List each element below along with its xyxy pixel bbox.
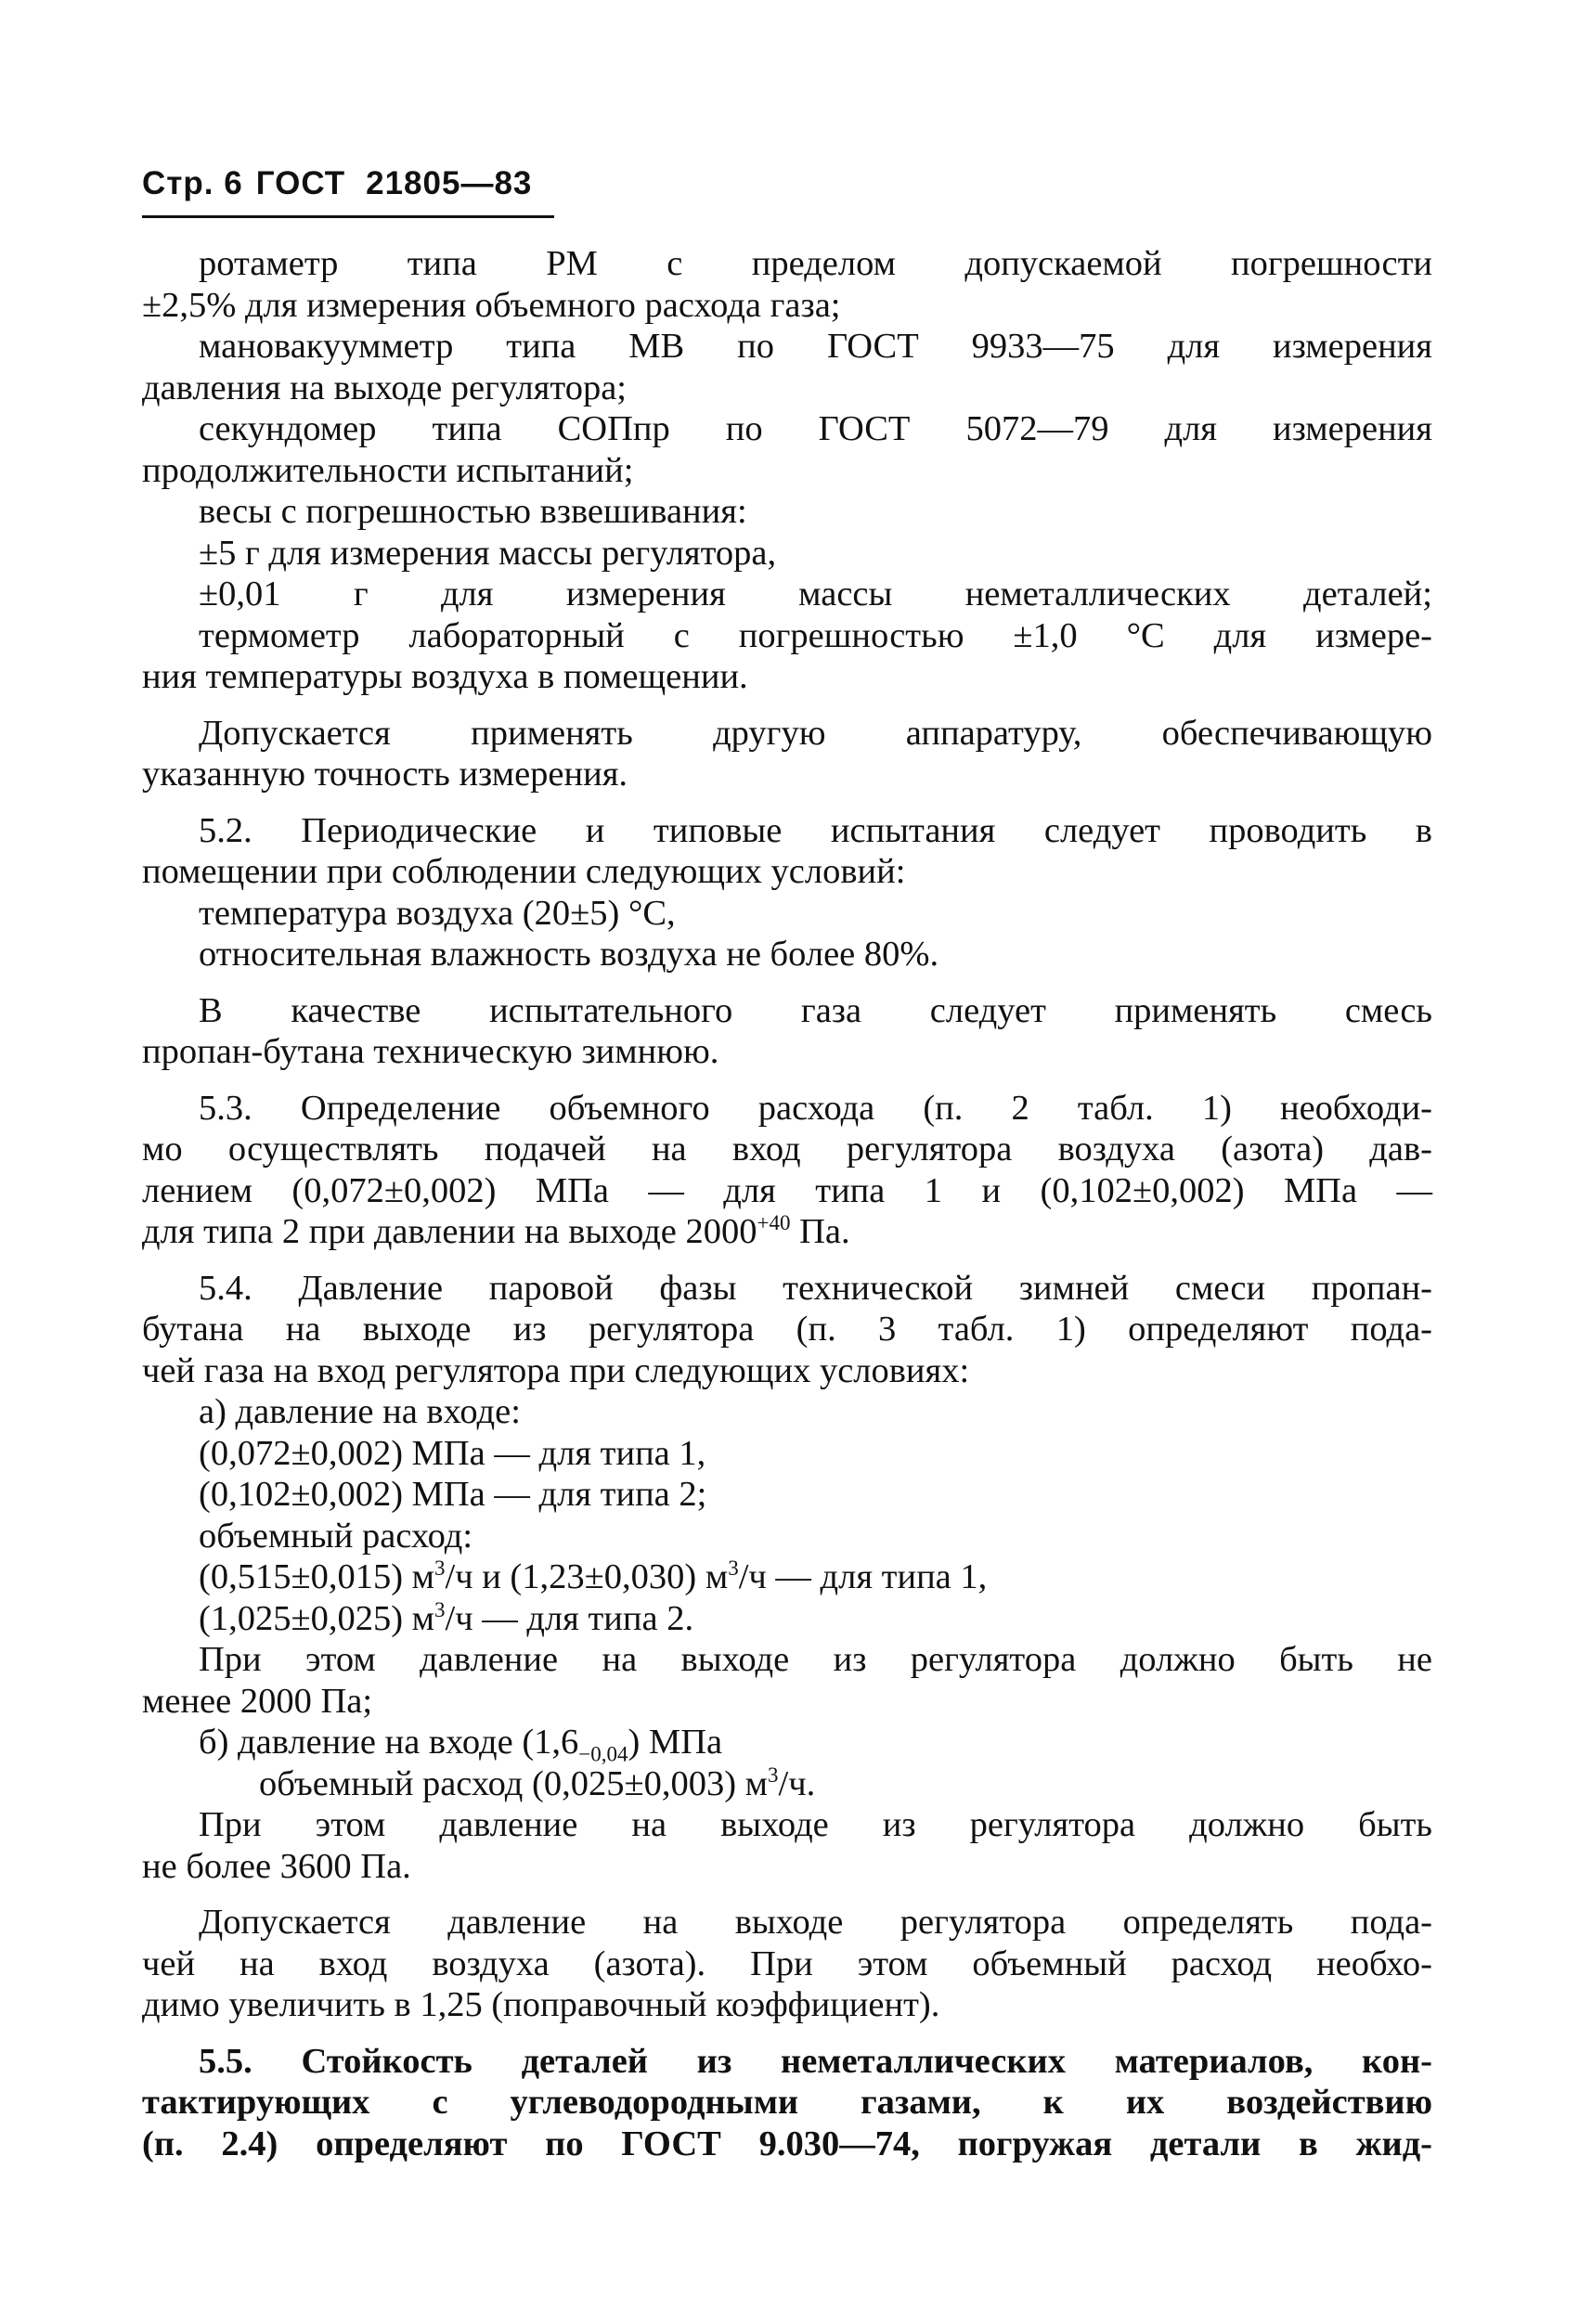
page-number: 6: [224, 165, 243, 201]
standard-label: ГОСТ: [255, 165, 346, 201]
text-line: (0,072±0,002) МПа — для типа 1,: [199, 1433, 706, 1473]
text-line: относительная влажность воздуха не более 80%.: [199, 935, 939, 974]
text-line: а) давление на входе:: [199, 1392, 521, 1431]
superscript: 3: [768, 1762, 779, 1787]
text-line: термометр лабораторный с погрешностью ±1,0 °С для измере-: [199, 615, 1432, 655]
text-span: ) МПа: [628, 1723, 723, 1762]
text-span: объемный расход (0,025±0,003) м: [259, 1763, 769, 1803]
text-line: ±2,5% для измерения объемного расхода газа;: [142, 285, 841, 325]
text-span: (1,025±0,025) м: [199, 1598, 435, 1638]
text-line: 5.2. Периодические и типовые испытания следует проводить в: [199, 810, 1432, 850]
text-line: [142, 1598, 1432, 1640]
text-line: (п. 2.4) определяют по ГОСТ 9.030—74, погружая детали в жид-: [142, 2124, 1432, 2163]
text-line: [142, 1556, 1432, 1598]
superscript: 3: [728, 1556, 739, 1581]
text-line: 5.4. Давление паровой фазы технической зимней смеси пропан-: [199, 1268, 1432, 1308]
text-line: менее 2000 Па;: [142, 1681, 373, 1721]
text-line: лением (0,072±0,002) МПа — для типа 1 и (0,102±0,002) МПа —: [142, 1170, 1432, 1210]
text-line: секундомер типа СОПпр по ГОСТ 5072—79 для измерения: [199, 409, 1432, 448]
text-span: для типа 2 при давлении на выходе 2000: [142, 1212, 757, 1251]
superscript: 3: [434, 1556, 446, 1581]
document-body: [142, 243, 1432, 2164]
text-span: /ч — для типа 1,: [738, 1557, 988, 1596]
text-line: бутана на выходе из регулятора (п. 3 табл. 1) определяют пода-: [142, 1310, 1432, 1349]
standard-number: 21805—83: [366, 165, 533, 201]
text-line: ±5 г для измерения массы регулятора,: [199, 533, 777, 573]
text-line: [142, 1763, 1432, 1805]
text-line: 5.5. Стойкость деталей из неметаллических материалов, кон-: [199, 2041, 1432, 2081]
text-span: /ч и (1,23±0,030) м: [445, 1557, 729, 1596]
page-label: Стр.: [142, 165, 214, 201]
text-line: объемный расход:: [199, 1516, 473, 1556]
text-span: Па.: [790, 1212, 850, 1251]
text-line: ния температуры воздуха в помещении.: [142, 657, 748, 696]
text-line: [142, 1722, 1432, 1766]
text-line: температура воздуха (20±5) °С,: [199, 893, 676, 933]
page-header: [142, 165, 532, 202]
text-line: Допускается давление на выходе регулятора определять пода-: [199, 1903, 1432, 1942]
text-line: давления на выходе регулятора;: [142, 368, 627, 407]
header-rule: [142, 215, 554, 218]
superscript: +40: [757, 1211, 791, 1235]
text-line: пропан-бутана техническую зимнюю.: [142, 1032, 719, 1071]
text-line: ±0,01 г для измерения массы неметаллических деталей;: [199, 575, 1432, 613]
text-line: При этом давление на выходе из регулятора должно быть не: [199, 1640, 1432, 1679]
text-line: помещении при соблюдении следующих условий:: [142, 852, 906, 891]
text-line: чей на вход воздуха (азота). При этом объемный расход необхо-: [142, 1943, 1432, 1983]
text-line: не более 3600 Па.: [142, 1846, 411, 1886]
text-line: В качестве испытательного газа следует применять смесь: [199, 990, 1432, 1030]
text-span: (0,515±0,015) м: [199, 1557, 435, 1596]
text-line: чей газа на вход регулятора при следующих условиях:: [142, 1350, 970, 1390]
text-line: весы с погрешностью взвешивания:: [199, 492, 747, 531]
text-line: продолжительности испытаний;: [142, 450, 634, 490]
text-line: Допускается применять другую аппаратуру, обеспечивающую: [199, 713, 1432, 753]
text-line: При этом давление на выходе из регулятора должно быть: [199, 1805, 1432, 1844]
text-line: 5.3. Определение объемного расхода (п. 2 табл. 1) необходи-: [199, 1088, 1432, 1128]
text-line: димо увеличить в 1,25 (поправочный коэффициент).: [142, 1985, 940, 2024]
text-line: тактирующих с углеводородными газами, к их воздействию: [142, 2083, 1432, 2122]
text-line: указанную точность измерения.: [142, 755, 628, 794]
text-span: б) давление на входе (1,6: [199, 1723, 579, 1762]
text-line: мановакуумметр типа МВ по ГОСТ 9933—75 для измерения: [199, 327, 1432, 366]
subscript: −0,04: [578, 1742, 628, 1766]
text-span: /ч.: [778, 1763, 816, 1803]
text-line: ротаметр типа РМ с пределом допускаемой погрешности: [199, 244, 1432, 283]
text-line: [142, 1211, 1432, 1253]
text-span: /ч — для типа 2.: [445, 1598, 694, 1638]
text-line: (0,102±0,002) МПа — для типа 2;: [199, 1475, 707, 1514]
text-line: мо осуществлять подачей на вход регулятора воздуха (азота) дав-: [142, 1130, 1432, 1168]
superscript: 3: [434, 1597, 446, 1621]
